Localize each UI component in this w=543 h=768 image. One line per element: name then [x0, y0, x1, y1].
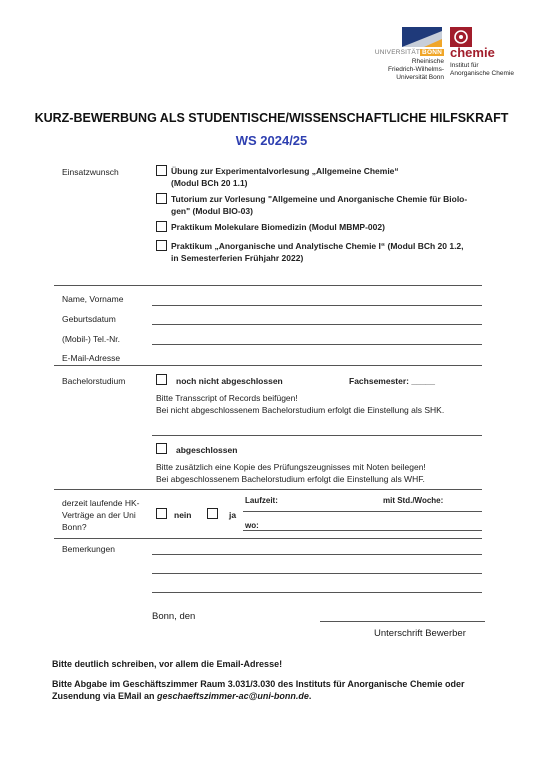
- hk-nein-label: nein: [174, 510, 192, 520]
- option-tutorium-line-2: gen" (Modul BIO-03): [171, 206, 253, 216]
- chemistry-logo-mark: [450, 27, 472, 47]
- bachelor-not-done-note-1: Bitte Transscript of Records beifügen!: [156, 393, 298, 403]
- chemistry-institute-logo: [447, 27, 523, 81]
- hk-ja-label: ja: [229, 510, 237, 520]
- footer-submission-line-2: [52, 691, 311, 701]
- email-field[interactable]: [54, 365, 482, 366]
- university-sub-line-2: Friedrich-Wilhelms-: [388, 66, 444, 73]
- option-uebung-line-2: (Modul BCh 20 1.1): [171, 178, 248, 188]
- einsatz-label: Einsatzwunsch: [62, 167, 119, 177]
- signature-label: Unterschrift Bewerber: [374, 628, 466, 639]
- option-analytik-line-1: Praktikum „Anorganische und Analytische Chemie I“ (Modul BCh 20 1.2,: [171, 241, 464, 251]
- laufzeit-field[interactable]: [243, 511, 482, 512]
- wo-label: wo:: [245, 521, 259, 530]
- chemistry-logo-word: chemie: [450, 45, 495, 60]
- option-uebung-checkbox[interactable]: [156, 165, 167, 176]
- signature-field[interactable]: [320, 621, 485, 622]
- option-uebung-line-1: Übung zur Experimentalvorlesung „Allgemeine Chemie“: [171, 166, 399, 176]
- semester-heading: WS 2024/25: [235, 133, 308, 148]
- university-name-prefix: UNIVERSITÄT: [374, 49, 421, 56]
- separator-bachelor-inner: [152, 435, 482, 436]
- hk-nein-checkbox[interactable]: [156, 508, 167, 519]
- bachelor-label: Bachelorstudium: [62, 376, 126, 386]
- footer-write-clearly: Bitte deutlich schreiben, vor allem die Email-Adresse!: [52, 659, 283, 669]
- name-label: Name, Vorname: [62, 294, 124, 304]
- separator-hk: [54, 538, 482, 539]
- option-biomedizin-checkbox[interactable]: [156, 221, 167, 232]
- university-name-box: BONN: [422, 49, 442, 56]
- separator-bachelor: [54, 489, 482, 490]
- name-field[interactable]: [152, 305, 482, 306]
- university-sub-line-3: Universität Bonn: [396, 74, 444, 81]
- hk-ja-checkbox[interactable]: [207, 508, 218, 519]
- email-label: E-Mail-Adresse: [62, 353, 121, 363]
- bachelor-done-note-2: Bei abgeschlossenem Bachelorstudium erfolgt die Einstellung als WHF.: [156, 474, 425, 484]
- bachelor-not-done-label: noch nicht abgeschlossen: [176, 376, 283, 386]
- stunden-label: mit Std./Woche:: [383, 496, 444, 505]
- footer-submission-line-1: Bitte Abgabe im Geschäftszimmer Raum 3.031/3.030 des Instituts für Anorganische Chemie oder: [52, 679, 465, 689]
- chemistry-logo-sub-1: Institut für: [450, 62, 479, 69]
- footer-email-link[interactable]: geschaeftszimmer-ac@uni-bonn.de: [157, 691, 309, 701]
- phone-label: (Mobil-) Tel.-Nr.: [62, 334, 120, 344]
- remarks-line-2[interactable]: [152, 573, 482, 574]
- laufzeit-label: Laufzeit:: [245, 496, 278, 505]
- footer-email-suffix: .: [308, 691, 312, 701]
- remarks-label: Bemerkungen: [62, 544, 115, 554]
- separator-einsatz: [54, 285, 482, 286]
- bachelor-done-label: abgeschlossen: [176, 445, 238, 455]
- option-analytik-checkbox[interactable]: [156, 240, 167, 251]
- option-tutorium-checkbox[interactable]: [156, 193, 167, 204]
- signature-place: Bonn, den: [152, 611, 196, 622]
- university-logo: [366, 27, 444, 81]
- chemistry-logo-sub-2: Anorganische Chemie: [450, 70, 514, 77]
- hk-label-line-3: Bonn?: [62, 522, 87, 532]
- university-logo-mark: [402, 27, 442, 47]
- option-biomedizin-line-1: Praktikum Molekulare Biomedizin (Modul MBMP-002): [171, 222, 385, 232]
- hk-label-line-1: derzeit laufende HK-: [62, 498, 140, 508]
- bachelor-done-checkbox[interactable]: [156, 443, 167, 454]
- wo-field[interactable]: [243, 530, 482, 531]
- remarks-line-3[interactable]: [152, 592, 482, 593]
- option-tutorium-line-1: Tutorium zur Vorlesung "Allgemeine und Anorganische Chemie für Biolo-: [171, 194, 468, 204]
- bachelor-not-done-note-2: Bei nicht abgeschlossenem Bachelorstudium erfolgt die Einstellung als SHK.: [156, 405, 445, 415]
- phone-field[interactable]: [152, 344, 482, 345]
- bachelor-not-done-checkbox[interactable]: [156, 374, 167, 385]
- birthdate-label: Geburtsdatum: [62, 314, 116, 324]
- university-sub-line-1: Rheinische: [411, 58, 444, 65]
- option-analytik-line-2: in Semesterferien Frühjahr 2022): [171, 253, 304, 263]
- remarks-line-1[interactable]: [152, 554, 482, 555]
- bachelor-done-note-1: Bitte zusätzlich eine Kopie des Prüfungszeugnisses mit Noten beilegen!: [156, 462, 426, 472]
- footer-email-prefix: Zusendung via EMail an: [52, 691, 158, 701]
- fachsemester-field[interactable]: Fachsemester: _____: [349, 376, 436, 386]
- hk-label-line-2: Verträge an der Uni: [62, 510, 136, 520]
- birthdate-field[interactable]: [152, 324, 482, 325]
- form-title: KURZ-BEWERBUNG ALS STUDENTISCHE/WISSENSCHAFTLICHE HILFSKRAFT: [34, 111, 509, 125]
